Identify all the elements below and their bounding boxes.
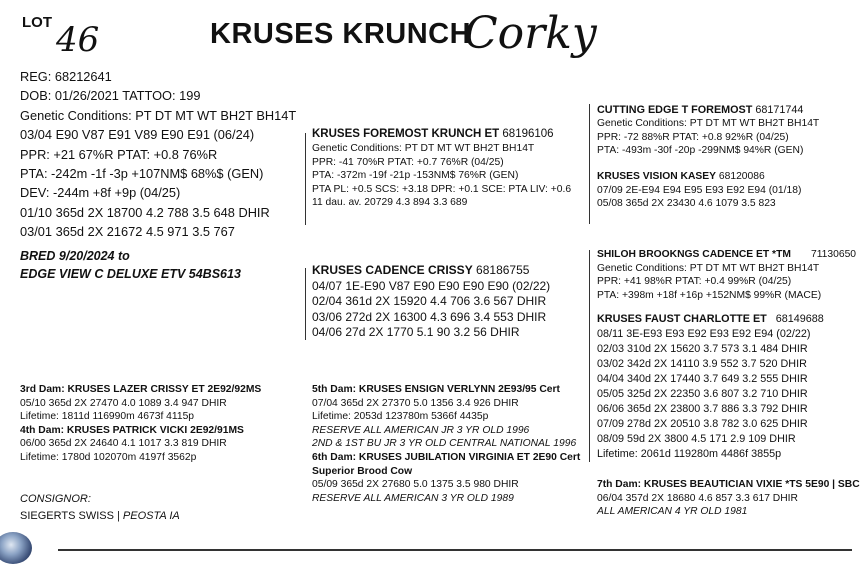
animal-name: KRUSES KRUNCH (210, 18, 472, 50)
dam-dam-line: 07/09 278d 2X 20510 3.8 782 3.0 625 DHIR (597, 418, 808, 430)
dam-dam-title: KRUSES FAUST CHARLOTTE ET (597, 313, 767, 325)
consignor-location: PEOSTA IA (122, 510, 180, 522)
sire-dam-reg: 68120086 (718, 171, 765, 182)
dam-line: 02/04 361d 2X 15920 4.4 706 3.6 567 DHIR (312, 294, 547, 309)
dev: DEV: -244m +8f +9p (04/25) (20, 185, 181, 201)
sire-reg: 68196106 (502, 128, 554, 140)
lot-number: 46 (56, 20, 100, 60)
dam4-lifetime: Lifetime: 1780d 102070m 4197f 3562p (20, 451, 197, 463)
sire-ptapl: PTA PL: +0.5 SCS: +3.18 DPR: +0.1 SCE: PTA LIV: +0.6 (312, 183, 572, 195)
dam-dam-line: 04/04 340d 2X 17440 3.7 649 3.2 555 DHIR (597, 373, 808, 385)
dam3-title: 3rd Dam: KRUSES LAZER CRISSY ET 2E92/92MS (20, 384, 262, 395)
dam-sire-title: SHILOH BROOKNGS CADENCE ET *TM (597, 249, 791, 260)
pta: PTA: -242m -1f -3p +107NM$ 68%$ (GEN) (20, 166, 264, 182)
dam-line: 04/06 27d 2X 1770 5.1 90 3.2 56 DHIR (312, 325, 520, 340)
consignor-block (20, 491, 180, 525)
dam-dam-line: 08/11 3E-E93 E93 E92 E93 E92 E94 (02/22) (597, 328, 811, 340)
bred-date: BRED 9/20/2024 to (20, 249, 130, 263)
dam-sire-pta: PTA: +398m +18f +16p +152NM$ 99%R (MACE) (597, 289, 822, 301)
dam4-title: 4th Dam: KRUSES PATRICK VICKI 2E92/91MS (20, 424, 244, 436)
dam-line: 04/07 1E-E90 V87 E90 E90 E90 E90 (02/22) (312, 278, 551, 293)
dam-dam-line: 05/05 325d 2X 22350 3.6 807 3.2 710 DHIR (597, 388, 808, 400)
dam-sire-block (597, 248, 856, 302)
bred-info (20, 247, 241, 283)
dam-sire-reg: 71130650 (810, 249, 857, 260)
sire-sire-ppr: PPR: -72 88%R PTAT: +0.8 92%R (04/25) (597, 131, 789, 143)
dam-side-bracket-line (589, 250, 590, 462)
sire-dam-line: 05/08 365d 2X 23430 4.6 1079 3.5 823 (597, 198, 776, 210)
record-1: 01/10 365d 2X 18700 4.2 788 3.5 648 DHIR (20, 204, 270, 220)
dam-reg: 68186755 (476, 263, 530, 277)
dam-title: KRUSES CADENCE CRISSY (312, 263, 473, 277)
genetic-conditions: Genetic Conditions: PT DT MT WT BH2T BH14T (20, 107, 297, 123)
dam7-award: ALL AMERICAN 4 YR OLD 1981 (597, 506, 748, 518)
dam3-lifetime: Lifetime: 1811d 116990m 4673f 4115p (20, 411, 195, 423)
bred-sire: EDGE VIEW C DELUXE ETV 54BS613 (20, 267, 241, 281)
consignor-separator: | (117, 510, 120, 522)
dam4-record: 06/00 365d 2X 24640 4.1 1017 3.3 819 DHIR (20, 438, 227, 450)
dam-dam-line: Lifetime: 2061d 119280m 4486f 3855p (597, 448, 782, 460)
sire-dam-title: KRUSES VISION KASEY (597, 171, 717, 182)
dam-dam-line: 02/03 310d 2X 15620 3.7 573 3.1 484 DHIR (597, 343, 808, 355)
dam7-record: 06/04 357d 2X 18680 4.6 857 3.3 617 DHIR (597, 492, 798, 504)
sire-dam-line: 07/09 2E-E94 E94 E95 E93 E92 E94 (01/18) (597, 184, 802, 196)
dam6-record: 05/09 365d 2X 27680 5.0 1375 3.5 980 DHIR (312, 479, 519, 491)
dam5-title: 5th Dam: KRUSES ENSIGN VERLYNN 2E93/95 Cert (312, 384, 560, 395)
sire-sire-title: CUTTING EDGE T FOREMOST (597, 104, 753, 116)
reg: REG: 68212641 (20, 69, 112, 84)
sire-genetic: Genetic Conditions: PT DT MT WT BH2T BH14T (312, 143, 535, 154)
dam7-block (597, 478, 860, 519)
sire-block (312, 127, 571, 210)
sire-dau: 11 dau. av. 20729 4.3 894 3.3 689 (312, 197, 468, 209)
footer-divider (58, 549, 852, 551)
animal-info (20, 67, 296, 242)
dam5-lifetime: Lifetime: 2053d 123780m 5366f 4435p (312, 411, 489, 423)
dam-bracket-line (305, 268, 306, 340)
sire-sire-bracket-line (589, 104, 590, 224)
animal-nickname: Corky (464, 8, 597, 59)
dam5-record: 07/04 365d 2X 27370 5.0 1356 3.4 926 DHIR (312, 397, 519, 409)
dam6-subtitle: Superior Brood Cow (312, 465, 413, 477)
record-2: 03/01 365d 2X 21672 4.5 971 3.5 767 (20, 224, 235, 240)
sire-sire-pta: PTA: -493m -30f -20p -299NM$ 94%R (GEN) (597, 145, 804, 157)
dam7-title: 7th Dam: KRUSES BEAUTICIAN VIXIE *TS 5E90 | SBC (597, 479, 860, 490)
sire-sire-block (597, 103, 819, 158)
ppr: PPR: +21 67%R PTAT: +0.8 76%R (20, 146, 218, 162)
globe-logo-icon (0, 532, 32, 564)
dam-line: 03/06 272d 2X 16300 4.3 696 3.4 553 DHIR (312, 309, 547, 324)
dam-dam-reg: 68149688 (775, 313, 824, 325)
dam-dam-block (597, 312, 824, 462)
consignor-label: CONSIGNOR: (20, 493, 91, 505)
sire-sire-genetic: Genetic Conditions: PT DT MT WT BH2T BH14T (597, 118, 820, 129)
dams-5-6-block (312, 383, 580, 505)
dam6-title: 6th Dam: KRUSES JUBILATION VIRGINIA ET 2E90 Cert (312, 451, 581, 463)
lot-label: LOT (22, 14, 52, 31)
sire-title: KRUSES FOREMOST KRUNCH ET (312, 128, 500, 140)
sire-dam-block (597, 170, 801, 211)
dob: DOB: 01/26/2021 TATTOO: 199 (20, 88, 201, 104)
sire-ppr: PPR: -41 70%R PTAT: +0.7 76%R (04/25) (312, 156, 504, 168)
dam-dam-line: 08/09 59d 2X 3800 4.5 171 2.9 109 DHIR (597, 433, 796, 445)
dam5-award: RESERVE ALL AMERICAN JR 3 YR OLD 1996 (312, 424, 530, 436)
dam5-award: 2ND & 1ST BU JR 3 YR OLD CENTRAL NATIONAL 1996 (312, 438, 577, 450)
dam-dam-line: 03/02 342d 2X 14110 3.9 552 3.7 520 DHIR (597, 358, 807, 370)
sire-pta: PTA: -372m -19f -21p -153NM$ 76%R (GEN) (312, 170, 519, 182)
dam-sire-ppr: PPR: +41 98%R PTAT: +0.4 99%R (04/25) (597, 276, 792, 288)
dam6-award: RESERVE ALL AMERICAN 3 YR OLD 1989 (312, 492, 514, 504)
sire-sire-reg: 68171744 (755, 104, 804, 116)
consignor-name: SIEGERTS SWISS (20, 510, 114, 522)
dam-dam-line: 06/06 365d 2X 23800 3.7 886 3.3 792 DHIR (597, 403, 808, 415)
dams-3-4-block (20, 383, 261, 465)
sire-bracket-line (305, 133, 306, 225)
classification: 03/04 E90 V87 E91 V89 E90 E91 (06/24) (20, 127, 255, 143)
dam-block (312, 263, 550, 341)
dam3-record: 05/10 365d 2X 27470 4.0 1089 3.4 947 DHIR (20, 397, 227, 409)
dam-sire-genetic: Genetic Conditions: PT DT MT WT BH2T BH14T (597, 262, 820, 274)
